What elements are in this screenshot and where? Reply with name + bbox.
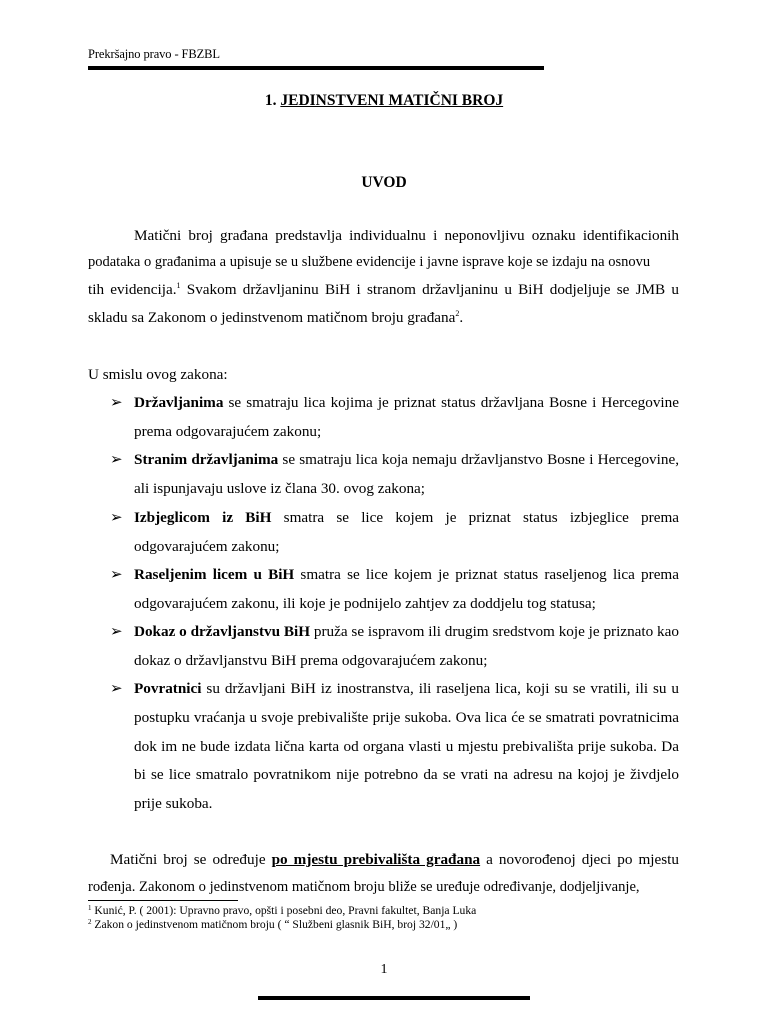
- intro-line-3: [88, 281, 679, 299]
- bullet-5-line-1: [134, 623, 679, 641]
- bullet-1-line-2: prema odgovarajućem zakonu;: [134, 423, 322, 440]
- footnote-rule: [88, 900, 238, 901]
- footnote-2-text: Zakon o jedinstvenom matičnom broju ( “ Službeni glasnik BiH, broj 32/01„ ): [91, 918, 458, 931]
- footnote-1-text: Kunić, P. ( 2001): Upravno pravo, opšti i posebni deo, Pravni fakultet, Banja Luka: [91, 904, 477, 917]
- bullet-1-text: se smatraju lica kojima je priznat status državljana Bosne i Hercegovine: [223, 394, 679, 411]
- chapter-number: 1.: [264, 92, 277, 109]
- bullet-1-line-1: [134, 394, 679, 412]
- footer-rule: [258, 996, 530, 1000]
- bullet-5-line-2: dokaz o državljanstvu BiH prema odgovarajućem zakonu;: [134, 652, 488, 669]
- closing-text-c: a novorođenoj djeci po mjestu: [480, 851, 679, 868]
- bullet-6-line-2: postupku vraćanja u svoje prebivalište prije sukoba. Ova lica će se smatrati povratnicima: [134, 709, 679, 726]
- bullet-2-text: se smatraju lica koja nemaju državljanstvo Bosne i Hercegovine,: [278, 451, 680, 468]
- bullet-2-term: Stranim državljanima: [134, 451, 279, 468]
- footnote-1: [88, 904, 476, 917]
- bullet-4-term: Raseljenim licem u BiH: [134, 566, 295, 583]
- closing-line-2: rođenja. Zakonom o jedinstvenom matičnom broju bliže se uređuje određivanje, dodjeljivanje,: [88, 879, 640, 895]
- bullet-4-line-2: odgovarajućem zakonu, ili koje je podnijelo zahtjev za doddjelu tog statusa;: [134, 595, 596, 612]
- footnote-2: [88, 918, 457, 931]
- closing-line-1: [110, 851, 679, 869]
- bullet-4-line-1: [134, 566, 679, 584]
- intro-line-3a: tih evidencija.: [88, 281, 177, 298]
- running-header: Prekršajno pravo - FBZBL: [88, 47, 220, 61]
- footnote-ref-2: 2: [455, 309, 460, 318]
- bullet-arrow-icon: ➢: [110, 567, 123, 583]
- page-number: 1: [380, 962, 388, 977]
- bullet-3-line-2: odgovarajućem zakonu;: [134, 538, 280, 555]
- bullet-arrow-icon: ➢: [110, 452, 123, 468]
- bullet-3-text: smatra se lice kojem je priznat status izbjeglice prema: [271, 509, 679, 526]
- bullet-6-line-4: bi se lice smatralo povratnikom nije potrebno da se vrati na adresu na kojoj je živdjelo: [134, 766, 679, 783]
- bullet-6-term: Povratnici: [134, 680, 202, 697]
- bullet-5-term: Dokaz o državljanstvu BiH: [134, 623, 311, 640]
- footnote-1-number: 1: [88, 904, 92, 912]
- chapter-title: JEDINSTVENI MATIČNI BROJ: [280, 92, 504, 109]
- footnote-ref-1: 1: [176, 281, 181, 290]
- intro-line-4-text: skladu sa Zakonom o jedinstvenom matičnom broju građana: [88, 309, 456, 326]
- lead-sentence: U smislu ovog zakona:: [88, 366, 228, 383]
- section-heading: UVOD: [361, 174, 407, 191]
- bullet-3-line-1: [134, 509, 679, 527]
- bullet-3-term: Izbjeglicom iz BiH: [134, 509, 272, 526]
- closing-emphasis: po mjestu prebivališta građana: [271, 851, 481, 868]
- chapter-heading: [0, 92, 768, 110]
- bullet-6-line-3: dok im ne bude izdata lična karta od organa vlasti u mjestu prebivališta prije sukoba. Da: [134, 738, 679, 755]
- bullet-arrow-icon: ➢: [110, 681, 123, 697]
- intro-line-4: [88, 309, 463, 327]
- bullet-arrow-icon: ➢: [110, 510, 123, 526]
- header-rule: [88, 66, 544, 70]
- intro-line-1: Matični broj građana predstavlja individualnu i neponovljivu oznaku identifikacionih: [134, 227, 679, 244]
- bullet-6-line-1: [134, 680, 679, 698]
- bullet-4-text: smatra se lice kojem je priznat status raseljenog lica prema: [294, 566, 679, 583]
- bullet-1-term: Državljanima: [134, 394, 224, 411]
- bullet-5-text: pruža se ispravom ili drugim sredstvom koje je priznato kao: [310, 623, 679, 640]
- bullet-6-text: su državljani BiH iz inostranstva, ili raseljena lica, koji su se vratili, ili su u: [201, 680, 679, 697]
- bullet-2-line-2: ali ispunjavaju uslove iz člana 30. ovog zakona;: [134, 480, 426, 497]
- bullet-arrow-icon: ➢: [110, 624, 123, 640]
- intro-line-3b: Svakom državljaninu BiH i stranom državljaninu u BiH dodjeljuje se JMB u: [180, 281, 680, 298]
- intro-line-2: podataka o građanima a upisuje se u službene evidencije i javne isprave koje se izdaju na osnovu: [88, 254, 651, 270]
- footnote-2-number: 2: [88, 918, 92, 926]
- bullet-6-line-5: prije sukoba.: [134, 795, 213, 812]
- intro-line-4-end: .: [459, 309, 464, 326]
- bullet-arrow-icon: ➢: [110, 395, 123, 411]
- bullet-2-line-1: [134, 451, 679, 469]
- closing-text-a: Matični broj se određuje: [110, 851, 272, 868]
